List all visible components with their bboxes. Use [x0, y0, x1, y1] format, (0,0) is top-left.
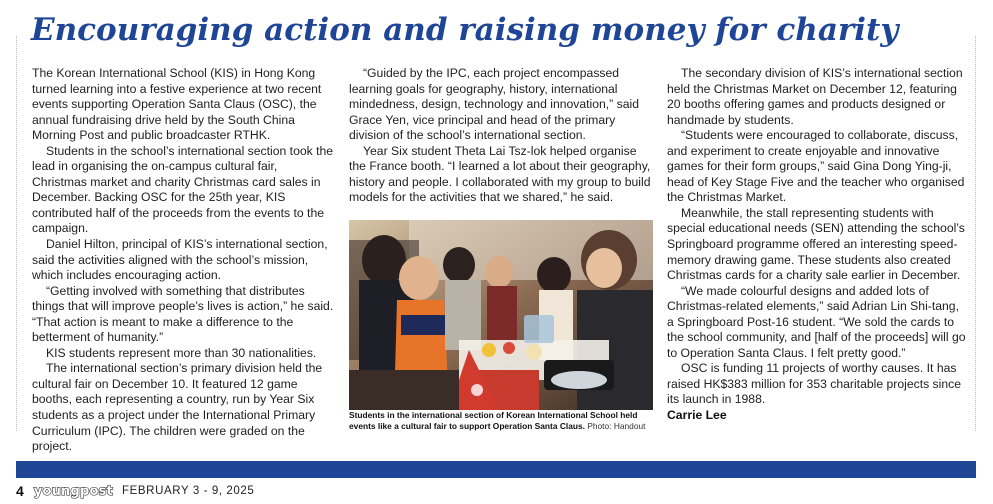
issue-date: FEBRUARY 3 - 9, 2025 — [122, 485, 255, 497]
page-number: 4 — [16, 483, 24, 499]
byline: Carrie Lee — [667, 408, 727, 423]
footer-bar — [16, 461, 976, 478]
photo-caption — [349, 410, 653, 432]
paragraph: The international section’s primary division held the cultural fair on December 10. It featured 12 game booths, each representing a country, run by Year Six students as a project under the International Primary Curriculum (IPC). The children were graded on the project. — [32, 361, 323, 454]
photo-illustration — [349, 220, 653, 410]
brand-logo: youngpost — [33, 483, 114, 499]
paragraph: The secondary division of KIS’s international section held the Christmas Market on December 12, featuring 20 booths offering games and products designed or handmade by students. — [667, 66, 963, 127]
paragraph: “Students were encouraged to collaborate, discuss, and experiment to create enjoyable and innovative games for their form groups,” said Gina Dong Ying-ji, head of Key Stage Five and the teacher who organised the Christmas Market. — [667, 128, 965, 205]
paragraph: Students in the school’s international section took the lead in organising the on-campus cultural fair, Christmas market and charity Christmas card sales in December. Backing OSC for the 25th year, KIS contributed half of the proceeds from the events to the campaign. — [32, 143, 334, 236]
paragraph: KIS students represent more than 30 nationalities. — [46, 345, 317, 360]
paragraph: Meanwhile, the stall representing students with special educational needs (SEN) attending the school’s Springboard programme offered an interesting speed-memory drawing game. These students also created Christmas cards for a charity sale earlier in December. — [667, 205, 965, 283]
article-column-1 — [32, 66, 334, 455]
article-column-3 — [667, 66, 967, 424]
paragraph: OSC is funding 11 projects of worthy causes. It has raised HK$383 million for 353 charitable projects since its launch in 1988. — [667, 361, 962, 407]
article-column-2 — [349, 66, 653, 206]
paragraph: Year Six student Theta Lai Tsz-lok helped organise the France booth. “I learned a lot about their geography, history and people. I collaborated with my group to build models for the activities that we shared,” he said. — [349, 143, 651, 205]
caption-text: Students in the international section of Korean International School held events like a cultural fair to support Operation Santa Claus. — [349, 410, 638, 431]
right-column-rule — [975, 36, 976, 431]
left-column-rule — [16, 36, 17, 431]
paragraph: “Guided by the IPC, each project encompassed learning goals for geography, history, international mindedness, design, technology and innovation,” said Grace Yen, vice principal and head of the primary division of the school’s international section. — [349, 66, 639, 143]
page-folio — [16, 481, 254, 501]
paragraph: The Korean International School (KIS) in Hong Kong turned learning into a festive experience at two recent events supporting Operation Santa Claus (OSC), the annual fundraising drive held by the South China Morning Post and public broadcaster RTHK. — [32, 66, 322, 143]
paragraph: “We made colourful designs and added lots of Christmas-related elements,” said Adrian Lin Shi-tang, a Springboard Post-16 student. “We sold the cards to the school community, and [half of the proceeds] will go to Operation Santa Claus. I felt pretty good.” — [667, 283, 966, 360]
article-headline: Encouraging action and raising money for charity — [31, 12, 899, 48]
paragraph: “Getting involved with something that distributes things that will improve people’s lives is action,” he said. “That action is meant to make a difference to the betterment of humanity.” — [32, 283, 334, 345]
article-photo — [349, 220, 653, 410]
photo-credit: Photo: Handout — [587, 421, 646, 431]
paragraph: Daniel Hilton, principal of KIS’s international section, said the activities aligned with the school’s mission, which includes encouraging action. — [32, 237, 328, 283]
